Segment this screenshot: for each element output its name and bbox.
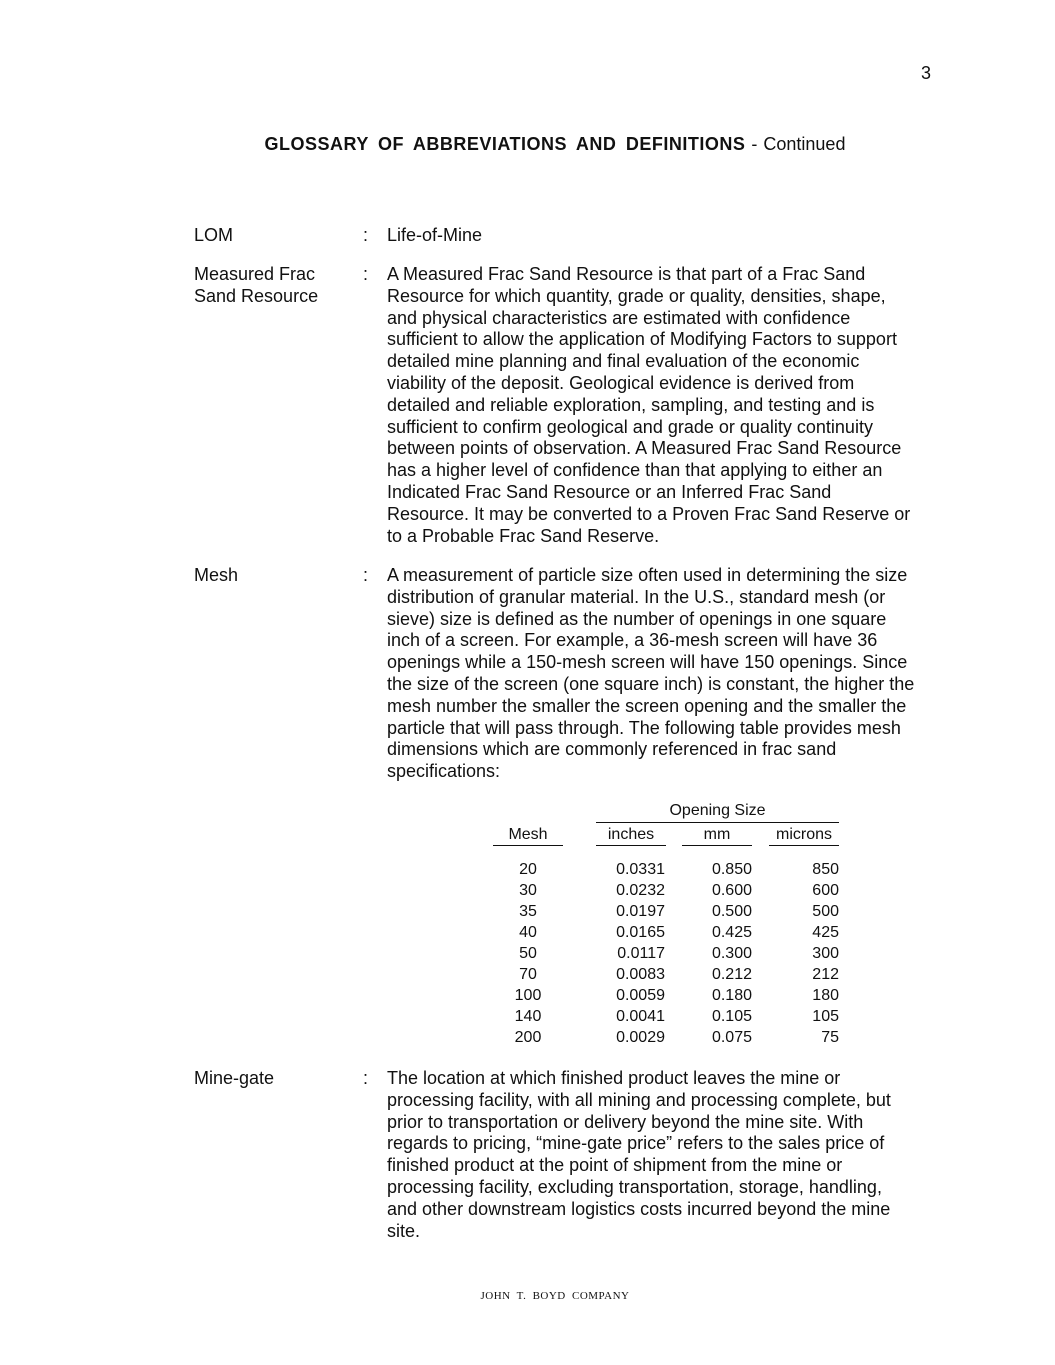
definition-line: prior to transportation or delivery beyond the mine site. With <box>387 1111 864 1132</box>
definition-line: The location at which finished product leaves the mine or <box>387 1068 841 1088</box>
table-cell-inches: 0.0197 <box>616 903 665 920</box>
definition-line: sufficient to confirm geological and grade or quality continuity <box>387 416 873 437</box>
glossary-definition <box>387 264 957 547</box>
definition-line: has a higher level of confidence than that applying to either an <box>387 460 883 481</box>
table-cell-inches: 0.0331 <box>616 861 665 878</box>
page-number: 3 <box>920 63 931 83</box>
page-title-separator: - <box>751 134 758 154</box>
definition-line: site. <box>387 1220 421 1241</box>
definition-line: sufficient to allow the application of Modifying Factors to support <box>387 329 897 350</box>
term-line: Sand Resource <box>194 285 319 306</box>
definition-line: processing facility, with all mining and processing complete, but <box>387 1089 891 1110</box>
table-cell-microns: 212 <box>812 966 839 983</box>
definition-line: sieve) size is defined as the number of openings in one square <box>387 608 887 629</box>
definition-line: between points of observation. A Measured Frac Sand Resource <box>387 438 902 459</box>
page-title <box>0 134 1055 155</box>
table-cell-mesh: 200 <box>514 1029 542 1046</box>
glossary-term <box>194 225 354 247</box>
table-cell-mm: 0.180 <box>711 987 752 1004</box>
table-cell-mesh: 40 <box>519 924 537 941</box>
term-line: LOM <box>194 225 234 245</box>
table-cell-mesh: 100 <box>514 987 542 1004</box>
table-cell-microns: 850 <box>812 861 839 878</box>
table-cell-inches: 0.0059 <box>616 987 665 1004</box>
table-cell-inches: 0.0029 <box>616 1029 665 1046</box>
definition-line: openings while a 150-mesh screen will have 150 openings. Since <box>387 652 908 673</box>
term-colon: : <box>363 1068 369 1088</box>
table-header-rule <box>493 845 563 846</box>
table-cell-mm: 0.600 <box>711 882 752 899</box>
term-colon: : <box>363 264 369 284</box>
definition-line: specifications: <box>387 761 501 782</box>
table-cell-inches: 0.0232 <box>616 882 665 899</box>
table-cell-mm: 0.300 <box>711 945 752 962</box>
definition-line: A measurement of particle size often used in determining the size <box>387 565 908 585</box>
definition-line: viability of the deposit. Geological evidence is derived from <box>387 372 855 393</box>
table-column-header-inches: inches <box>607 826 655 843</box>
glossary-definition <box>387 225 957 247</box>
page-title-bold: GLOSSARY OF ABBREVIATIONS AND DEFINITIONS <box>264 134 746 154</box>
table-header-rule <box>682 845 752 846</box>
table-cell-microns: 425 <box>812 924 839 941</box>
table-cell-mm: 0.212 <box>711 966 752 983</box>
table-header-rule <box>596 822 839 823</box>
glossary-term <box>194 1068 354 1090</box>
definition-line: detailed and reliable exploration, sampling, and testing and is <box>387 394 875 415</box>
table-column-header-microns: microns <box>775 826 832 843</box>
table-cell-mesh: 35 <box>519 903 537 920</box>
table-cell-mm: 0.850 <box>711 861 752 878</box>
table-cell-mesh: 30 <box>519 882 537 899</box>
table-cell-inches: 0.0117 <box>617 945 665 962</box>
table-column-header-mesh: Mesh <box>508 826 548 843</box>
definition-line: Indicated Frac Sand Resource or an Inferred Frac Sand <box>387 481 832 502</box>
table-cell-mm: 0.425 <box>711 924 752 941</box>
table-cell-mesh: 50 <box>519 945 537 962</box>
definition-line: regards to pricing, “mine-gate price” refers to the sales price of <box>387 1133 885 1154</box>
table-cell-microns: 600 <box>812 882 839 899</box>
definition-line: finished product at the point of shipment from the mine or <box>387 1155 843 1176</box>
definition-line: inch of a screen. For example, a 36-mesh screen will have 36 <box>387 630 878 651</box>
definition-line: mesh number the smaller the screen opening and the smaller the <box>387 695 907 716</box>
term-line: Mesh <box>194 565 239 585</box>
table-header-rule <box>769 845 839 846</box>
table-cell-microns: 180 <box>812 987 839 1004</box>
table-cell-inches: 0.0041 <box>616 1008 665 1025</box>
definition-line: the size of the screen (one square inch) is constant, the higher the <box>387 673 915 694</box>
definition-line: dimensions which are commonly referenced in frac sand <box>387 739 837 760</box>
table-header-rule <box>596 845 666 846</box>
page-footer: JOHN T. BOYD COMPANY <box>480 1290 630 1302</box>
table-cell-inches: 0.0083 <box>616 966 665 983</box>
glossary-term <box>194 264 354 308</box>
table-cell-inches: 0.0165 <box>616 924 665 941</box>
term-colon: : <box>363 565 369 585</box>
table-cell-mesh: 20 <box>519 861 537 878</box>
term-line: Measured Frac <box>194 264 316 284</box>
definition-line: processing facility, excluding transportation, storage, handling, <box>387 1176 882 1197</box>
table-cell-microns: 105 <box>812 1008 839 1025</box>
term-colon: : <box>363 225 369 245</box>
table-cell-mesh: 140 <box>514 1008 542 1025</box>
page-title-suffix: Continued <box>763 134 846 154</box>
definition-line: A Measured Frac Sand Resource is that part of a Frac Sand <box>387 264 866 284</box>
table-cell-microns: 300 <box>812 945 839 962</box>
glossary-term <box>194 565 354 587</box>
glossary-definition <box>387 1068 957 1242</box>
table-cell-mesh: 70 <box>519 966 537 983</box>
definition-line: Resource for which quantity, grade or quality, densities, shape, <box>387 285 886 306</box>
table-cell-mm: 0.075 <box>711 1029 752 1046</box>
definition-line: distribution of granular material. In the U.S., standard mesh (or <box>387 586 886 607</box>
table-cell-mm: 0.105 <box>711 1008 752 1025</box>
table-column-header-mm: mm <box>703 826 731 843</box>
definition-line: to a Probable Frac Sand Reserve. <box>387 525 660 546</box>
definition-line: detailed mine planning and final evaluation of the economic <box>387 351 860 372</box>
definition-line: particle that will pass through. The following table provides mesh <box>387 717 901 738</box>
glossary-definition <box>387 565 957 783</box>
definition-line: and physical characteristics are estimated with confidence <box>387 307 851 328</box>
definition-line: Resource. It may be converted to a Proven Frac Sand Reserve or <box>387 503 911 524</box>
table-cell-microns: 75 <box>821 1029 839 1046</box>
table-cell-mm: 0.500 <box>711 903 752 920</box>
definition-line: Life-of-Mine <box>387 225 483 245</box>
definition-line: and other downstream logistics costs incurred beyond the mine <box>387 1198 891 1219</box>
table-cell-microns: 500 <box>812 903 839 920</box>
term-line: Mine-gate <box>194 1068 275 1088</box>
table-group-header-opening-size: Opening Size <box>669 802 766 819</box>
